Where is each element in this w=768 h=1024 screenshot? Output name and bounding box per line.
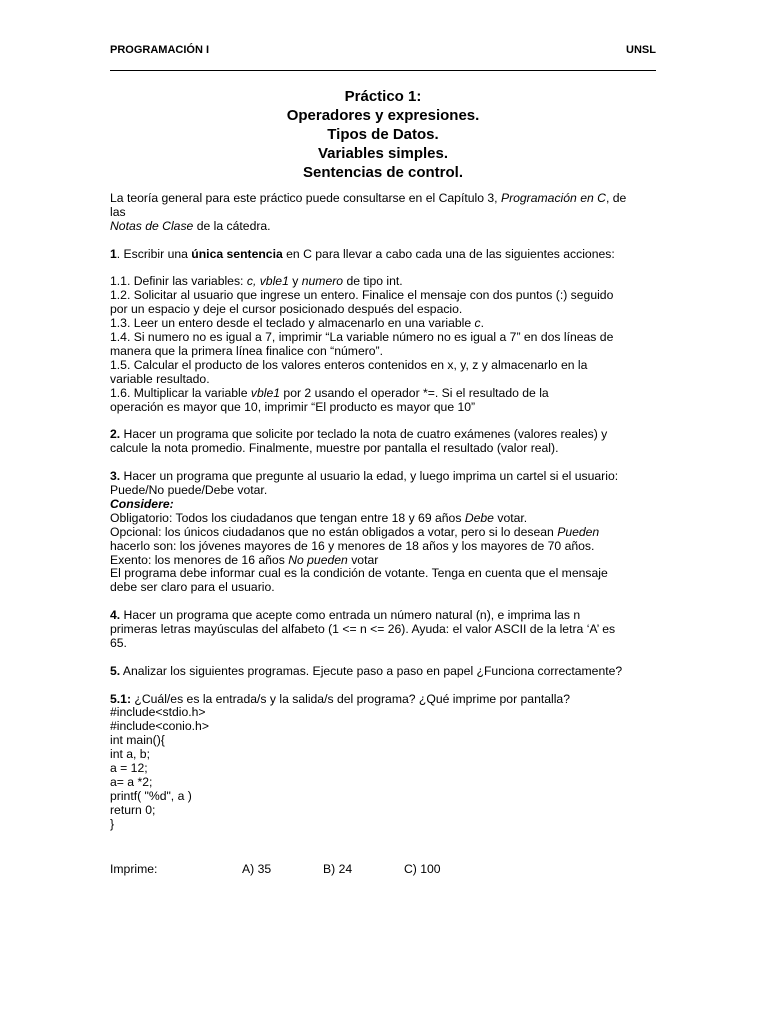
document-title [110, 87, 656, 182]
code-line: printf( "%d", a ) [110, 788, 192, 803]
title-line: Operadores y expresiones. [286, 107, 480, 124]
page-header [110, 44, 656, 56]
title-line: Sentencias de control. [302, 164, 464, 181]
university-name: UNSL [626, 44, 656, 56]
code-line: a = 12; [110, 761, 148, 776]
code-line: a= a *2; [110, 774, 153, 789]
exercise-3: 3. Hacer un programa que pregunte al usuario la edad, y luego imprima un cartel si el usuario: Puede/No puede/Debe votar. Considere: Obligatorio: Todos los ciudadanos que tengan entre 18 y 69 años Debe votar. Opcional: los únicos ciudadanos que no están obligados a votar, pero si lo desean Pueden hacerlo son: los jóvenes mayores de 16 y menores de 18 años y los mayores de 70 años. Exento: los menores de 16 años No pueden votar El programa debe informar cual es la condición de votante. Tenga en cuenta que el mensaje debe ser claro para el usuario. [110, 469, 619, 595]
course-name: PROGRAMACIÓN I [110, 44, 209, 56]
header-rule [110, 70, 656, 71]
title-line: Práctico 1: [344, 88, 422, 105]
exercise-1-items: 1.1. Definir las variables: c, vble1 y numero de tipo int. 1.2. Solicitar al usuario que ingrese un entero. Finalice el mensaje con dos puntos (:) seguido por un espacio y deje el cursor posicionado después del espacio. 1.3. Leer un entero desde el teclado y almacenarlo en una variable c. 1.4. Si numero no es igual a 7, imprimir “La variable número no es igual a 7” en dos líneas de manera que la primera línea finalice con “número”. 1.5. Calcular el producto de los valores enteros contenidos en x, y, z y almacenarlo en la variable resultado. 1.6. Multiplicar la variable vble1 por 2 usando el operador *=. Si el resultado de la operación es mayor que 10, imprimir “El producto es mayor que 10” [110, 274, 614, 414]
exercise-1-statement: 1. Escribir una única sentencia en C para llevar a cabo cada una de las siguientes acciones: [110, 246, 615, 261]
option-a: A) 35 [242, 862, 272, 876]
exercise-4: 4. Hacer un programa que acepte como entrada un número natural (n), e imprima las n primeras letras mayúsculas del alfabeto (1 <= n <= 26). Ayuda: el valor ASCII de la letra ‘A’ es 65. [110, 608, 616, 650]
document-body [110, 192, 656, 845]
code-line: int a, b; [110, 747, 150, 762]
title-line: Tipos de Datos. [327, 126, 439, 143]
exercise-5-1: 5.1: ¿Cuál/es es la entrada/s y la salida/s del programa? ¿Qué imprime por pantalla? #include<stdio.h> #include<conio.h> int main(){ int a, b; a = 12; a= a *2; printf( "%d", a ) return 0; } [110, 693, 656, 832]
title-line: Variables simples. [317, 145, 449, 162]
code-line: int main(){ [110, 733, 165, 748]
option-c: C) 100 [404, 862, 441, 876]
code-line: #include<conio.h> [110, 719, 209, 734]
exercise-5: 5. Analizar los siguientes programas. Ejecute paso a paso en papel ¿Funciona correctamente? [110, 663, 623, 678]
code-line: return 0; [110, 802, 156, 817]
exercise-2: 2. Hacer un programa que solicite por teclado la nota de cuatro exámenes (valores reales) y calcule la nota promedio. Finalmente, muestre por pantalla el resultado (valor real). [110, 427, 608, 456]
code-line: #include<stdio.h> [110, 705, 206, 720]
option-b: B) 24 [323, 862, 353, 876]
answer-label: Imprime: [110, 862, 158, 876]
code-line: } [110, 816, 115, 831]
intro-paragraph: La teoría general para este práctico puede consultarse en el Capítulo 3, Programación en C, de las Notas de Clase de la cátedra. [110, 191, 627, 233]
